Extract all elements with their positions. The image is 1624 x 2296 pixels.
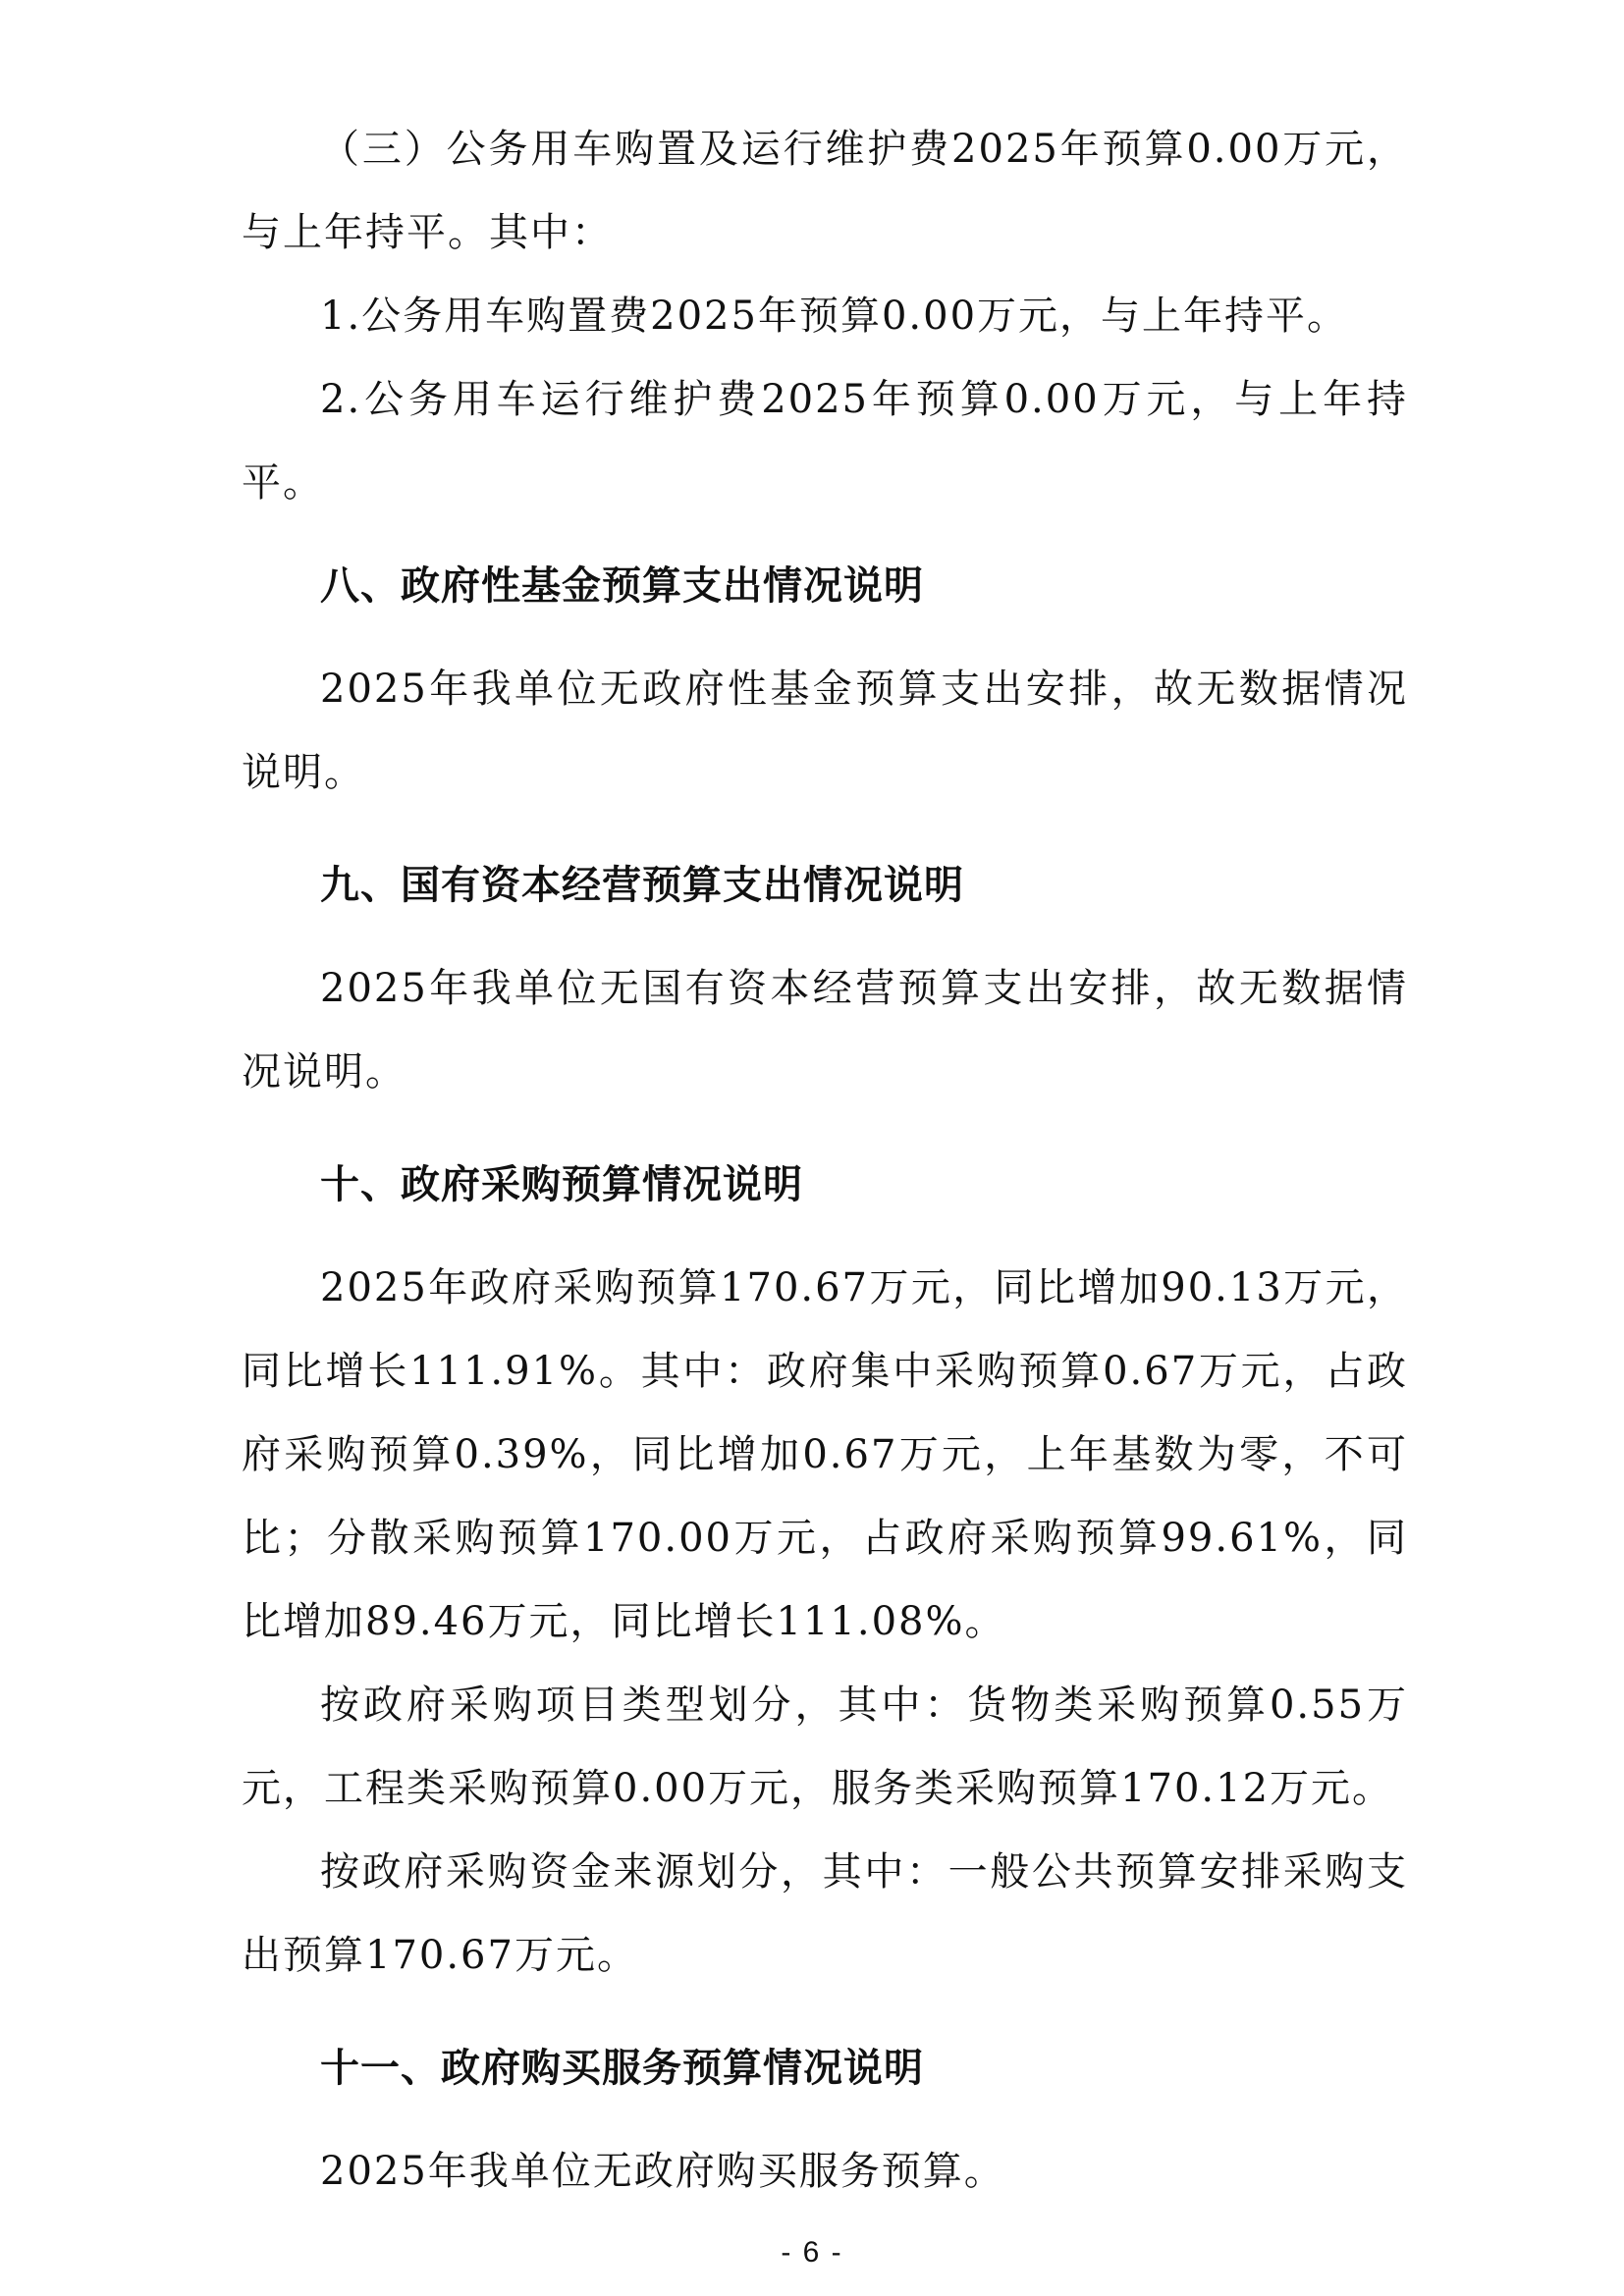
page-content	[242, 108, 1408, 2214]
procurement-summary-paragraph: 2025年政府采购预算170.67万元，同比增加90.13万元，同比增长111.91%。其中：政府集中采购预算0.67万元，占政府采购预算0.39%，同比增加0.67万元，上年基数为零，不可比；分散采购预算170.00万元，占政府采购预算99.61%，同比增加89.46万元，同比增长111.08%。	[242, 1265, 1408, 1644]
section-heading-state-capital: 九、国有资本经营预算支出情况说明	[320, 863, 964, 908]
page-number: - 6 -	[781, 2236, 843, 2269]
vehicle-maintenance-item: 2.公务用车运行维护费2025年预算0.00万元，与上年持平。	[242, 377, 1408, 506]
section-heading-government-fund: 八、政府性基金预算支出情况说明	[320, 563, 924, 609]
vehicle-purchase-item: 1.公务用车购置费2025年预算0.00万元，与上年持平。	[320, 294, 1349, 339]
purchased-services-paragraph: 2025年我单位无政府购买服务预算。	[320, 2149, 1005, 2194]
procurement-by-source-paragraph: 按政府采购资金来源划分，其中：一般公共预算安排采购支出预算170.67万元。	[242, 1849, 1408, 1978]
state-capital-paragraph: 2025年我单位无国有资本经营预算支出安排，故无数据情况说明。	[242, 966, 1408, 1095]
vehicle-cost-paragraph: （三）公务用车购置及运行维护费2025年预算0.00万元，与上年持平。其中：	[242, 127, 1408, 255]
section-heading-purchased-services: 十一、政府购买服务预算情况说明	[320, 2046, 924, 2091]
section-heading-procurement: 十、政府采购预算情况说明	[320, 1162, 803, 1207]
procurement-by-type-paragraph: 按政府采购项目类型划分，其中：货物类采购预算0.55万元，工程类采购预算0.00万元，服务类采购预算170.12万元。	[242, 1682, 1408, 1811]
government-fund-paragraph: 2025年我单位无政府性基金预算支出安排，故无数据情况说明。	[242, 667, 1408, 795]
